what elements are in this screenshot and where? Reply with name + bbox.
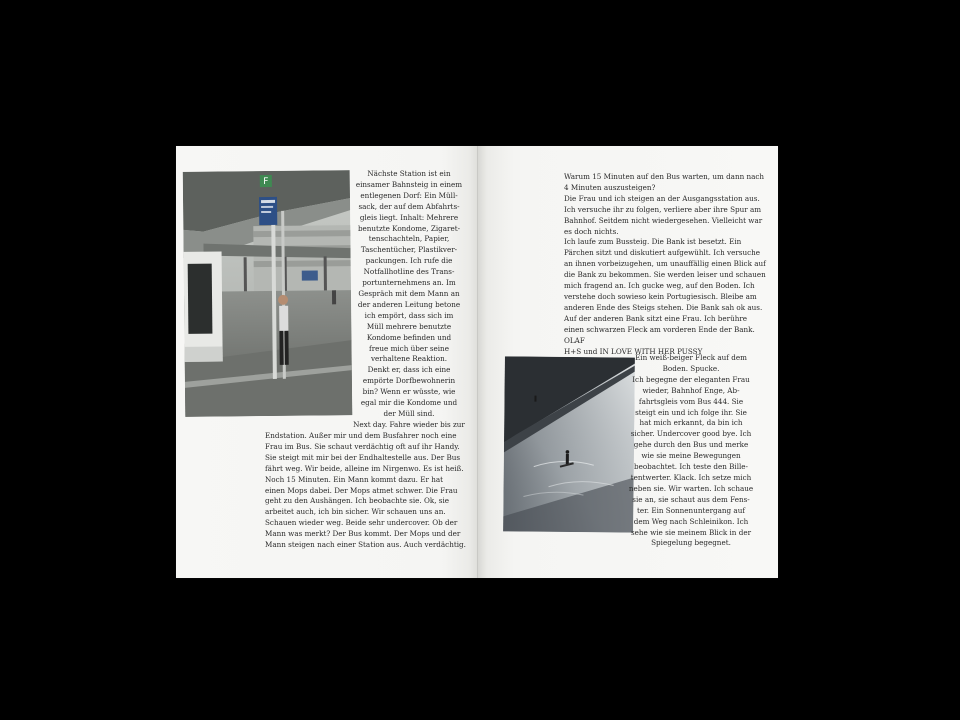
- water-surfer-photo: [503, 356, 635, 532]
- text-line: OLAF: [564, 335, 585, 345]
- text-line: hat mich erkannt, da bin ich: [639, 418, 743, 428]
- text-line: anderen Ende des Steigs stehen. Die Bank sah ok aus.: [564, 302, 763, 312]
- text-line: gleis liegt. Inhalt: Mehrere: [359, 212, 459, 222]
- text-line: Auf der anderen Bank sitzt eine Frau. Ich berühre: [564, 313, 748, 323]
- text-line: H+S und IN LOVE WITH HER PUSSY: [564, 346, 703, 356]
- right-top-text: [564, 172, 764, 357]
- text-line: es doch nichts.: [564, 226, 619, 236]
- text-line: Nächste Station ist ein: [367, 169, 451, 178]
- text-line: tentwerter. Klack. Ich setze mich: [630, 472, 752, 482]
- text-line: Die Frau und ich steigen an der Ausgangsstation aus.: [564, 193, 760, 203]
- text-line: Ein weiß-beiger Fleck auf dem: [635, 353, 747, 362]
- text-line: Ich begegne der eleganten Frau: [632, 374, 750, 384]
- text-line: Schauen wieder weg. Beide sehr undercover. Ob der: [265, 518, 458, 528]
- text-line: Ich laufe zum Bussteig. Die Bank ist besetzt. Ein: [564, 237, 742, 247]
- text-line: tenschachteln, Papier,: [368, 234, 450, 244]
- text-line: ter. Ein Sonnenuntergang auf: [636, 505, 746, 515]
- text-line: 4 Minuten auszusteigen?: [564, 182, 656, 192]
- text-line: Kondome befinden und: [366, 332, 452, 342]
- text-line: sie an, sie schaut aus dem Fens-: [632, 494, 750, 504]
- bus-stop-sign-letter: F: [263, 176, 269, 188]
- water-surfer-photo-icon: [503, 356, 635, 532]
- text-line: Taschentücher, Plastikver-: [360, 245, 458, 255]
- text-line: mich fragend an. Ich gucke weg, auf den Boden. Ich: [564, 281, 755, 291]
- text-line: bin? Wenn er wüsste, wie: [362, 387, 456, 397]
- text-line: Pärchen sitzt und diskutiert aufgewühlt. Ich versuche: [564, 248, 761, 258]
- text-line: empörte Dorfbewohnerin: [362, 376, 456, 386]
- text-line: einen Mops dabei. Der Mops atmet schwer. Die Frau: [265, 485, 458, 495]
- text-line: Warum 15 Minuten auf den Bus warten, um dann nach: [564, 172, 765, 181]
- right-page: [478, 146, 778, 578]
- text-line: Notfallhotline des Trans-: [363, 267, 455, 277]
- right-column-text: [628, 353, 754, 549]
- text-line: verstehe doch sowieso kein Portugiesisch. Bleibe am: [564, 291, 757, 301]
- text-line: Boden. Spucke.: [662, 363, 720, 373]
- text-line: Frau im Bus. Sie schaut verdächtig oft auf ihr Handy.: [265, 441, 460, 451]
- book-spread: [176, 146, 778, 578]
- text-line: Noch 15 Minuten. Ein Mann kommt dazu. Er hat: [265, 474, 444, 484]
- text-line: arbeitet auch, ich bin sicher. Wir schauen uns an.: [265, 507, 446, 517]
- text-line: wie sie meine Bewegungen: [641, 451, 741, 461]
- left-column-text: [344, 169, 474, 431]
- text-line: Mann was merkt? Der Bus kommt. Der Mops und der: [265, 529, 461, 539]
- text-line: Bahnhof. Seitdem nicht wiedergesehen. Vielleicht war: [564, 215, 763, 225]
- text-line: neben sie. Wir warten. Ich schaue: [628, 483, 754, 493]
- text-line: Sie steigt mit mir bei der Endhaltestelle aus. Der Bus: [265, 452, 461, 462]
- text-line: benutzte Kondome, Zigaret-: [357, 223, 461, 233]
- text-line: an ihnen vorbeizugehen, um unauffällig einen Blick auf: [564, 259, 766, 269]
- text-line: Gespräch mit dem Mann an: [358, 288, 460, 298]
- text-line: sicher. Undercover good bye. Ich: [630, 429, 752, 439]
- text-line: der anderen Leitung betone: [357, 299, 461, 309]
- text-line: Mann steigen nach einer Station aus. Auch verdächtig.: [265, 540, 466, 550]
- bus-station-photo: [183, 170, 353, 417]
- text-line: die Bank zu bekommen. Sie werden leiser und schauen: [564, 270, 766, 280]
- text-line: geht zu den Aushängen. Ich beobachte sie. Ok, sie: [265, 496, 450, 506]
- text-line: freue mich über seine: [369, 343, 449, 353]
- text-line: egal mir die Kondome und: [360, 398, 458, 408]
- text-line: wieder, Bahnhof Enge, Ab-: [642, 385, 740, 395]
- text-line: sack, der auf dem Abfahrts-: [358, 201, 460, 211]
- text-line: portunternehmens an. Im: [362, 278, 456, 288]
- text-line: entlegenen Dorf: Ein Müll-: [360, 190, 458, 200]
- text-line: einen schwarzen Fleck am vorderen Ende der Bank.: [564, 324, 755, 334]
- left-body-text: [265, 431, 466, 551]
- text-line: verhaltene Reaktion.: [370, 354, 447, 364]
- bus-station-photo-icon: [183, 170, 353, 417]
- text-line: ich empört, dass sich im: [364, 310, 454, 320]
- text-line: Müll mehrere benutzte: [366, 321, 452, 331]
- text-line: einsamer Bahnsteig in einem: [355, 179, 463, 189]
- left-page: [176, 146, 478, 578]
- text-line: Spiegelung begegnet.: [651, 538, 731, 548]
- text-line: packungen. Ich rufe die: [365, 256, 453, 266]
- text-line: steigt ein und ich folge ihr. Sie: [635, 407, 747, 417]
- text-line: Denkt er, dass ich eine: [367, 365, 451, 375]
- text-line: dem Weg nach Schleinikon. Ich: [633, 516, 749, 526]
- text-line: fährt weg. Wir beide, alleine im Nirgenwo. Es ist heiß.: [265, 463, 464, 473]
- text-line: Endstation. Außer mir und dem Busfahrer noch eine: [265, 431, 457, 440]
- text-line: beobachtet. Ich teste den Bille-: [634, 462, 748, 472]
- text-line: Ich versuche ihr zu folgen, verliere aber ihre Spur am: [564, 204, 762, 214]
- text-line: fahrtsgleis vom Bus 444. Sie: [638, 396, 744, 406]
- text-line: der Müll sind.: [383, 408, 435, 418]
- text-line: sehe wie sie meinem Blick in der: [630, 527, 752, 537]
- text-line: gehe durch den Bus und merke: [633, 440, 749, 450]
- text-line: Next day. Fahre wieder bis zur: [353, 419, 465, 429]
